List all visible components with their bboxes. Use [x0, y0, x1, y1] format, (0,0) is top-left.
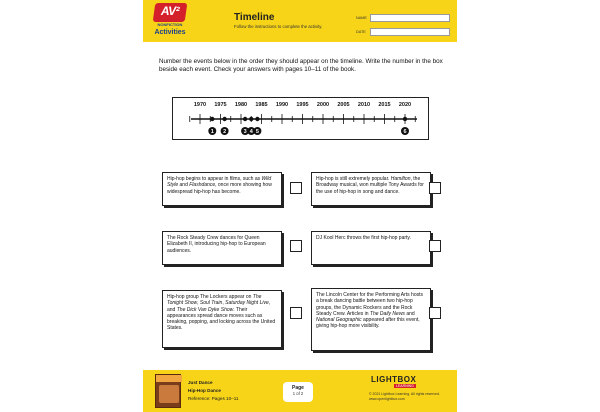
event-card-lincoln-center: The Lincoln Center for the Performing Arts hosts a break dancing battle between two hip-hop groups, the Dynamic Rockers and the Rock Steady Crew. Articles in The Daily News and National Geographic appeared after this event, giving hip-hop more visibility. [311, 288, 431, 351]
page-label: Page [292, 385, 304, 391]
marker-number-2: 2 [223, 129, 227, 135]
event-point-3 [243, 117, 247, 121]
year-label-1990: 1990 [275, 102, 289, 108]
year-label-2020: 2020 [398, 102, 412, 108]
timeline-frame [172, 97, 429, 140]
event-point-1 [210, 117, 214, 121]
year-label-2010: 2010 [357, 102, 371, 108]
activity-sheet [143, 0, 457, 412]
logo-subtext: NONFICTION [157, 22, 183, 27]
logo-activities-label: Activities [154, 29, 186, 36]
answer-box-lincoln-center[interactable] [429, 307, 441, 319]
event-card-hamilton: Hip-hop is still extremely popular. Hamilton, the Broadway musical, won multiple Tony Awards for the use of hip-hop in song and dance. [311, 172, 431, 206]
year-label-1985: 1985 [255, 102, 268, 108]
date-label: DATE [356, 30, 366, 34]
marker-number-6: 6 [403, 129, 407, 135]
year-label-2005: 2005 [337, 102, 350, 108]
event-card-films: Hip-hop begins to appear in films, such as Wild Style and Flashdance, once more showing how widespread hip-hop has become. [162, 172, 282, 206]
instructions-text: Number the events below in the order they should appear on the timeline. Write the number in the box beside each event. Check your answers with pages 10–11 of the book. [159, 58, 443, 73]
year-label-2000: 2000 [316, 102, 330, 108]
year-label-2015: 2015 [378, 102, 391, 108]
timeline-svg [173, 98, 430, 141]
book-cover-image [155, 374, 181, 408]
marker-number-1: 1 [210, 129, 214, 135]
marker-number-5: 5 [255, 129, 259, 135]
year-label-1970: 1970 [193, 102, 207, 108]
book-series: Just Dance [188, 380, 213, 385]
event-point-4 [249, 117, 253, 121]
event-card-lockers: Hip-hop group The Lockers appear on The Tonight Show, Soul Train, Saturday Night Live, and The Dick Van Dyke Show. Their appearances spread dance moves such as breaking, popping, and locking across the United States. [162, 290, 282, 348]
year-label-1980: 1980 [234, 102, 248, 108]
header-bar [143, 0, 457, 42]
answer-box-hamilton[interactable] [429, 182, 441, 194]
page-indicator [283, 382, 313, 402]
cover-band [156, 375, 182, 382]
book-reference: Reference: Pages 10–11 [188, 396, 239, 401]
name-label: NAME [356, 16, 367, 20]
year-label-1975: 1975 [214, 102, 227, 108]
event-point-2 [222, 117, 226, 121]
event-card-queen: The Rock Steady Crew dances for Queen Elizabeth II, introducing hip-hop to European audiences. [162, 231, 282, 265]
marker-number-3: 3 [243, 129, 247, 135]
lightbox-logo: LIGHTBOX [371, 375, 417, 384]
year-label-1995: 1995 [296, 102, 309, 108]
date-field[interactable] [370, 28, 450, 36]
answer-box-queen[interactable] [290, 240, 302, 252]
event-point-5 [255, 117, 259, 121]
answer-box-kool-herc[interactable] [429, 240, 441, 252]
name-field[interactable] [370, 14, 450, 22]
page-count: 1 of 2 [292, 391, 304, 396]
logo-text: AV² [160, 4, 180, 18]
book-title: Hip-Hop Dance [188, 388, 221, 393]
page-subtitle: Follow the instructions to complete the activity. [234, 24, 323, 29]
page-title: Timeline [234, 12, 275, 23]
marker-number-4: 4 [249, 129, 253, 135]
footer-bar [143, 370, 457, 412]
event-card-kool-herc: DJ Kool Herc throws the first hip-hop party. [311, 231, 431, 265]
lightbox-logo-sub: LEARNING [396, 384, 414, 388]
website-text: www.openlightbox.com [369, 397, 405, 401]
av2-logo [148, 3, 192, 39]
answer-box-films[interactable] [290, 182, 302, 194]
copyright-text: © 2021 Lightbox Learning. All rights reserved. [369, 392, 440, 396]
answer-box-lockers[interactable] [290, 307, 302, 319]
cover-photo [159, 385, 179, 403]
event-point-6 [403, 117, 407, 121]
